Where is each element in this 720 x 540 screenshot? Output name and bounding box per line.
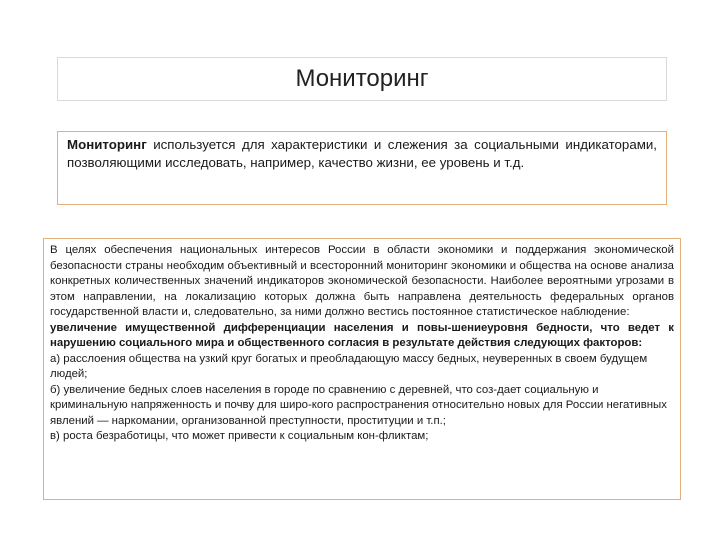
intro-paragraph: В целях обеспечения национальных интересов России в области экономики и поддержания экономической безопасности страны необходим объективный и всесторонний мониторинг экономики и общества на основе анализа конкретных количественных значений индикаторов экономической безопасности. Наиболее вероятными угрозами в этом направлении, на локализацию которых должна быть направлена деятельность федеральных органов государственной власти и, следовательно, за ними должно вестись постоянное статистическое наблюдение: bbox=[50, 244, 674, 318]
definition-text: используется для характеристики и слежения за социальными индикаторами, позволяющими исследовать, например, качество жизни, ее уровень и т.д. bbox=[67, 137, 657, 170]
main-text-box bbox=[43, 238, 681, 500]
definition-term: Мониторинг bbox=[67, 137, 147, 152]
title-box bbox=[57, 57, 667, 101]
factor-c-paragraph: в) роста безработицы, что может привести к социальным кон-фликтам; bbox=[50, 430, 429, 442]
factor-a-paragraph: а) расслоения общества на узкий круг богатых и преобладающую массу бедных, неуверенных в своем будущем людей; bbox=[50, 352, 648, 380]
definition-box bbox=[57, 131, 667, 205]
factor-b-paragraph: б) увеличение бедных слоев населения в городе по сравнению с деревней, что соз-дает социальную и криминальную напряженность и почву для широ-кого распространения относительно новых для России негативных явлений — наркомании, организованной преступности, проституции и т.п.; bbox=[50, 383, 667, 427]
slide-title: Мониторинг bbox=[295, 65, 429, 92]
threat-paragraph: увеличение имущественной дифференциации населения и повы-шениеуровня бедности, что ведет к нарушению социального мира и общественного согласия в результате действия следующих факторов: bbox=[50, 321, 674, 349]
